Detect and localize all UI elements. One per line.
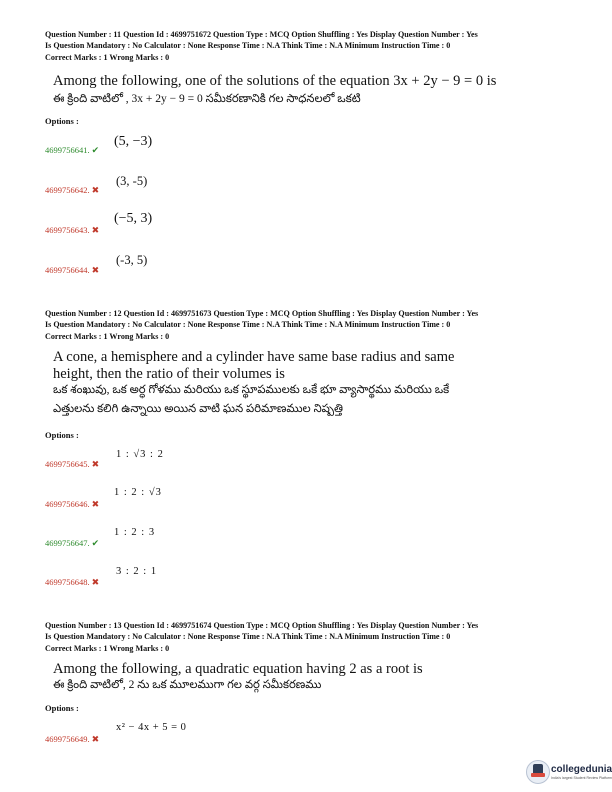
q12-stem-telugu-line1: ఒక శంఖువు, ఒక అర్ధ గోళము మరియు ఒక స్థూపములకు ఒకే భూ వ్యాసార్థము మరియు ఒకే <box>53 384 450 396</box>
q12-options-label: Options : <box>45 430 79 440</box>
cross-icon: ✖ <box>91 265 100 275</box>
q13-meta-line1: Question Number : 13 Question Id : 4699751674 Question Type : MCQ Option Shuffling : Yes Display Question Number : Yes <box>45 621 479 630</box>
check-icon: ✔ <box>91 145 100 155</box>
q13-stem-english: Among the following, a quadratic equation having 2 as a root is <box>53 661 423 677</box>
q11-options-label: Options : <box>45 116 79 126</box>
cross-icon: ✖ <box>91 499 100 509</box>
collegedunia-logo <box>526 760 612 788</box>
q11-meta-line2: Is Question Mandatory : No Calculator : None Response Time : N.A Think Time : N.A Minimum Instruction Time : 0 <box>45 41 451 50</box>
q12-option-1-text: 1 : √3 : 2 <box>116 449 164 460</box>
q12-option-4-id: 4699756648. ✖ <box>45 577 100 587</box>
q13-option-1-id: 4699756649. ✖ <box>45 734 100 744</box>
q11-option-4-text: (-3, 5) <box>116 253 148 267</box>
q13-marks: Correct Marks : 1 Wrong Marks : 0 <box>45 644 170 653</box>
q12-option-3-id: 4699756647. ✔ <box>45 538 100 548</box>
q11-option-4-id: 4699756644. ✖ <box>45 265 100 275</box>
q11-option-1-text: (5, −3) <box>114 134 153 149</box>
q12-meta-line1: Question Number : 12 Question Id : 4699751673 Question Type : MCQ Option Shuffling : Yes Display Question Number : Yes <box>45 309 479 318</box>
graduation-cap-icon <box>526 760 550 784</box>
q11-option-3-text: (−5, 3) <box>114 211 153 226</box>
q12-stem-english-line1: A cone, a hemisphere and a cylinder have same base radius and same <box>53 349 455 365</box>
q11-stem-english: Among the following, one of the solutions of the equation 3x + 2y − 9 = 0 is <box>53 73 497 89</box>
logo-tagline: India's largest Student Review Platform <box>551 776 612 780</box>
q13-option-1-text: x² − 4x + 5 = 0 <box>116 722 187 733</box>
q12-option-2-text: 1 : 2 : √3 <box>114 487 162 498</box>
q11-option-3-id: 4699756643. ✖ <box>45 225 100 235</box>
cross-icon: ✖ <box>91 225 100 235</box>
cross-icon: ✖ <box>91 185 100 195</box>
check-icon: ✔ <box>91 538 100 548</box>
q11-marks: Correct Marks : 1 Wrong Marks : 0 <box>45 53 170 62</box>
q12-option-3-text: 1 : 2 : 3 <box>114 527 156 538</box>
q11-stem-telugu: ఈ క్రింది వాటిలో , 3x + 2y − 9 = 0 సమీకరణానికి గల సాధనలలో ఒకటి <box>53 93 361 105</box>
cross-icon: ✖ <box>91 734 100 744</box>
q12-option-1-id: 4699756645. ✖ <box>45 459 100 469</box>
q12-option-4-text: 3 : 2 : 1 <box>116 566 158 577</box>
logo-name: collegedunia <box>551 764 612 775</box>
cross-icon: ✖ <box>91 459 100 469</box>
q12-meta-line2: Is Question Mandatory : No Calculator : None Response Time : N.A Think Time : N.A Minimum Instruction Time : 0 <box>45 320 451 329</box>
q12-stem-english-line2: height, then the ratio of their volumes is <box>53 366 285 382</box>
q13-options-label: Options : <box>45 703 79 713</box>
q11-option-1-id: 4699756641. ✔ <box>45 145 100 155</box>
q12-option-2-id: 4699756646. ✖ <box>45 499 100 509</box>
q12-stem-telugu-line2: ఎత్తులను కలిగి ఉన్నాయి అయిన వాటి ఘన పరిమాణముల నిష్పత్తి <box>53 403 344 415</box>
q11-option-2-text: (3, -5) <box>116 174 148 188</box>
q12-marks: Correct Marks : 1 Wrong Marks : 0 <box>45 332 170 341</box>
q13-meta-line2: Is Question Mandatory : No Calculator : None Response Time : N.A Think Time : N.A Minimum Instruction Time : 0 <box>45 632 451 641</box>
cross-icon: ✖ <box>91 577 100 587</box>
q13-stem-telugu: ఈ క్రింది వాటిలో, 2 ను ఒక మూలముగా గల వర్గ సమీకరణము <box>53 679 322 691</box>
q11-option-2-id: 4699756642. ✖ <box>45 185 100 195</box>
q11-meta-line1: Question Number : 11 Question Id : 4699751672 Question Type : MCQ Option Shuffling : Yes Display Question Number : Yes <box>45 30 478 39</box>
